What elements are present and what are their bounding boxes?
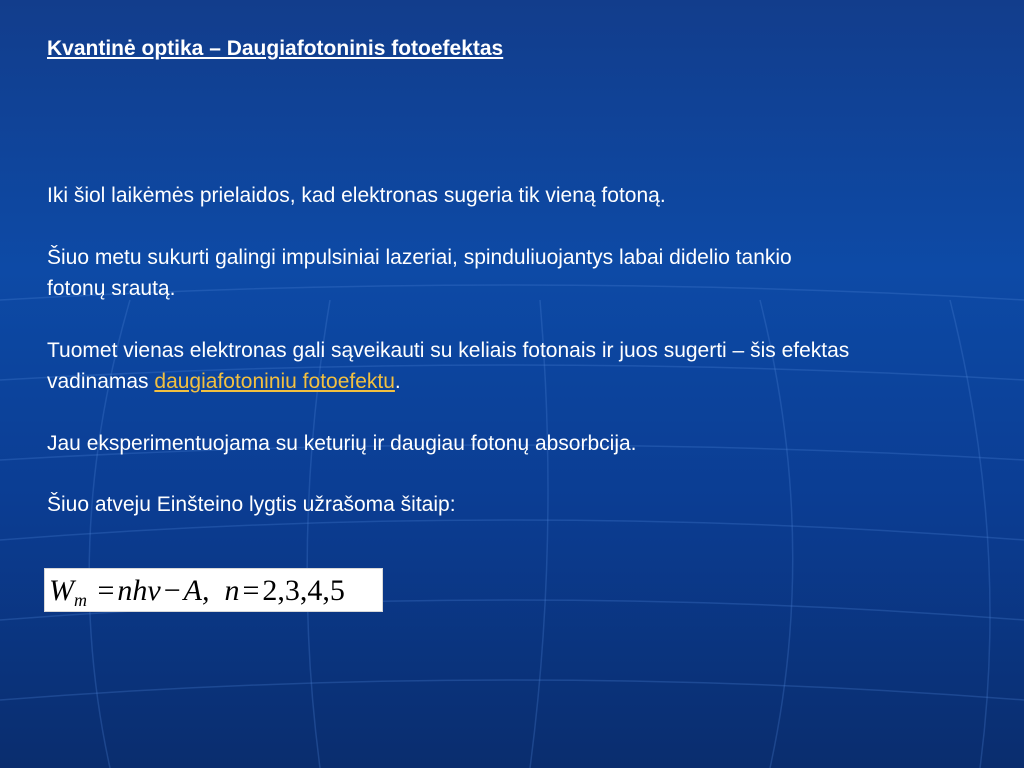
formula-subscript-m: m — [74, 590, 87, 610]
paragraph-3-line-2 — [47, 366, 401, 397]
einstein-equation-formula — [44, 568, 383, 612]
formula-minus: − — [163, 574, 181, 607]
paragraph-5: Šiuo atveju Einšteino lygtis užrašoma šitaip: — [47, 493, 456, 516]
multiphoton-photoeffect-link[interactable]: daugiafotoniniu fotoefektu — [154, 370, 395, 393]
paragraph-3-period: . — [394, 370, 401, 393]
formula-values: 2,3,4,5 — [262, 574, 345, 607]
paragraph-3-prefix: vadinamas — [47, 370, 155, 393]
formula-w: W — [49, 574, 74, 607]
formula-equals-2: = — [242, 574, 260, 607]
paragraph-4: Jau eksperimentuojama su keturių ir daugiau fotonų absorbcija. — [47, 432, 637, 455]
formula-n: n — [224, 574, 240, 607]
paragraph-2-line-1: Šiuo metu sukurti galingi impulsiniai lazeriai, spinduliuojantys labai didelio tankio — [47, 246, 792, 269]
formula-equals-1: = — [97, 574, 115, 607]
formula-a: A, — [183, 574, 210, 607]
formula-nu: ν — [147, 574, 161, 607]
slide-title: Kvantinė optika – Daugiafotoninis fotoefektas — [47, 37, 504, 60]
paragraph-3-line-1: Tuomet vienas elektronas gali sąveikauti su keliais fotonais ir juos sugerti – šis efektas — [47, 339, 850, 362]
formula-nh: nh — [117, 574, 148, 607]
paragraph-1: Iki šiol laikėmės prielaidos, kad elektronas sugeria tik vieną fotoną. — [47, 184, 666, 207]
paragraph-2-line-2: fotonų srautą. — [47, 277, 176, 300]
